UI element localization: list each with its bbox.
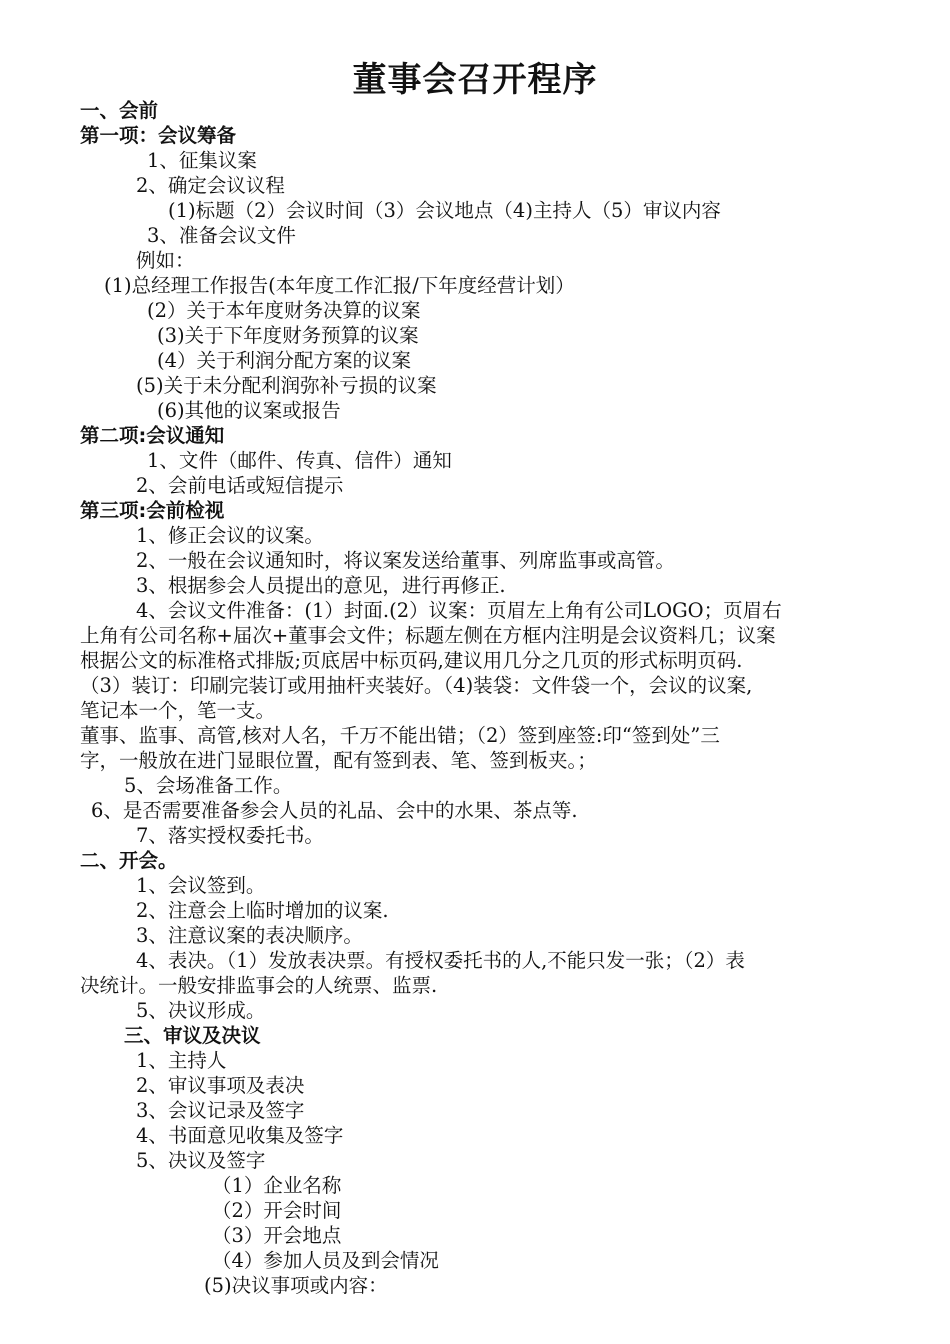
item-heading-notice: 第二项:会议通知 [80,424,225,447]
text-line: 3、准备会议文件 [147,224,296,247]
text-line: 1、文件（邮件、传真、信件）通知 [147,449,452,472]
text-line: (6)其他的议案或报告 [157,399,341,422]
text-line: 1、征集议案 [147,149,257,172]
text-line: 根据公文的标准格式排版;页底居中标页码,建议用几分之几页的形式标明页码. [80,649,743,672]
section-heading-before-meeting: 一、会前 [80,99,159,122]
text-line: 6、是否需要准备参会人员的礼品、会中的水果、茶点等. [91,799,578,822]
text-line: 4、会议文件准备：(1）封面.(2）议案：页眉左上角有公司LOGO；页眉右 [136,599,782,622]
text-line: （2）开会时间 [212,1199,342,1222]
text-line: 2、确定会议议程 [136,174,285,197]
text-line: 4、书面意见收集及签字 [136,1124,344,1147]
text-line: （4）参加人员及到会情况 [212,1249,439,1272]
text-line: 例如： [136,249,195,272]
text-line: 2、会前电话或短信提示 [136,474,344,497]
text-line: 笔记本一个，笔一支。 [80,699,276,722]
text-line: 2、一般在会议通知时，将议案发送给董事、列席监事或高管。 [136,549,675,572]
text-line: (1)总经理工作报告(本年度工作汇报/下年度经营计划） [104,274,575,297]
text-line: (5)决议事项或内容： [204,1274,388,1297]
text-line: 3、注意议案的表决顺序。 [136,924,363,947]
item-heading-review: 第三项:会前检视 [80,499,225,522]
text-line: 5、决议形成。 [136,999,266,1022]
text-line: (2）关于本年度财务决算的议案 [147,299,421,322]
document-title: 董事会召开程序 [352,60,598,100]
section-heading-meeting: 二、开会。 [80,849,178,872]
text-line: 1、会议签到。 [136,874,266,897]
text-line: (1)标题（2）会议时间（3）会议地点（4)主持人（5）审议内容 [168,199,721,222]
text-line: (5)关于未分配利润弥补亏损的议案 [136,374,437,397]
text-line: 2、注意会上临时增加的议案. [136,899,389,922]
text-line: 1、主持人 [136,1049,227,1072]
text-line: 1、修正会议的议案。 [136,524,324,547]
text-line: (4）关于利润分配方案的议案 [157,349,412,372]
text-line: 董事、监事、高管,核对人名，千万不能出错；（2）签到座签:印“签到处”三 [80,724,720,747]
text-line: （3）开会地点 [212,1224,342,1247]
text-line: 决统计。一般安排监事会的人统票、监票. [80,974,438,997]
text-line: 5、决议及签字 [136,1149,266,1172]
text-line: （3）装订：印刷完装订或用抽杆夹装好。（4)装袋：文件袋一个，会议的议案, [80,674,753,697]
text-line: 5、会场准备工作。 [124,774,293,797]
text-line: 3、根据参会人员提出的意见，进行再修正. [136,574,506,597]
item-heading-preparation: 第一项：会议筹备 [80,124,237,147]
text-line: 4、表决。（1）发放表决票。有授权委托书的人,不能只发一张；（2）表 [136,949,745,972]
text-line: 7、落实授权委托书。 [136,824,324,847]
text-line: (3)关于下年度财务预算的议案 [157,324,419,347]
section-heading-review-resolution: 三、审议及决议 [124,1024,261,1047]
text-line: 上角有公司名称+届次+董事会文件；标题左侧在方框内注明是会议资料几；议案 [80,624,776,647]
text-line: 3、会议记录及签字 [136,1099,305,1122]
text-line: 字，一般放在进门显眼位置，配有签到表、笔、签到板夹。； [80,749,597,772]
text-line: （1）企业名称 [212,1174,342,1197]
text-line: 2、审议事项及表决 [136,1074,305,1097]
